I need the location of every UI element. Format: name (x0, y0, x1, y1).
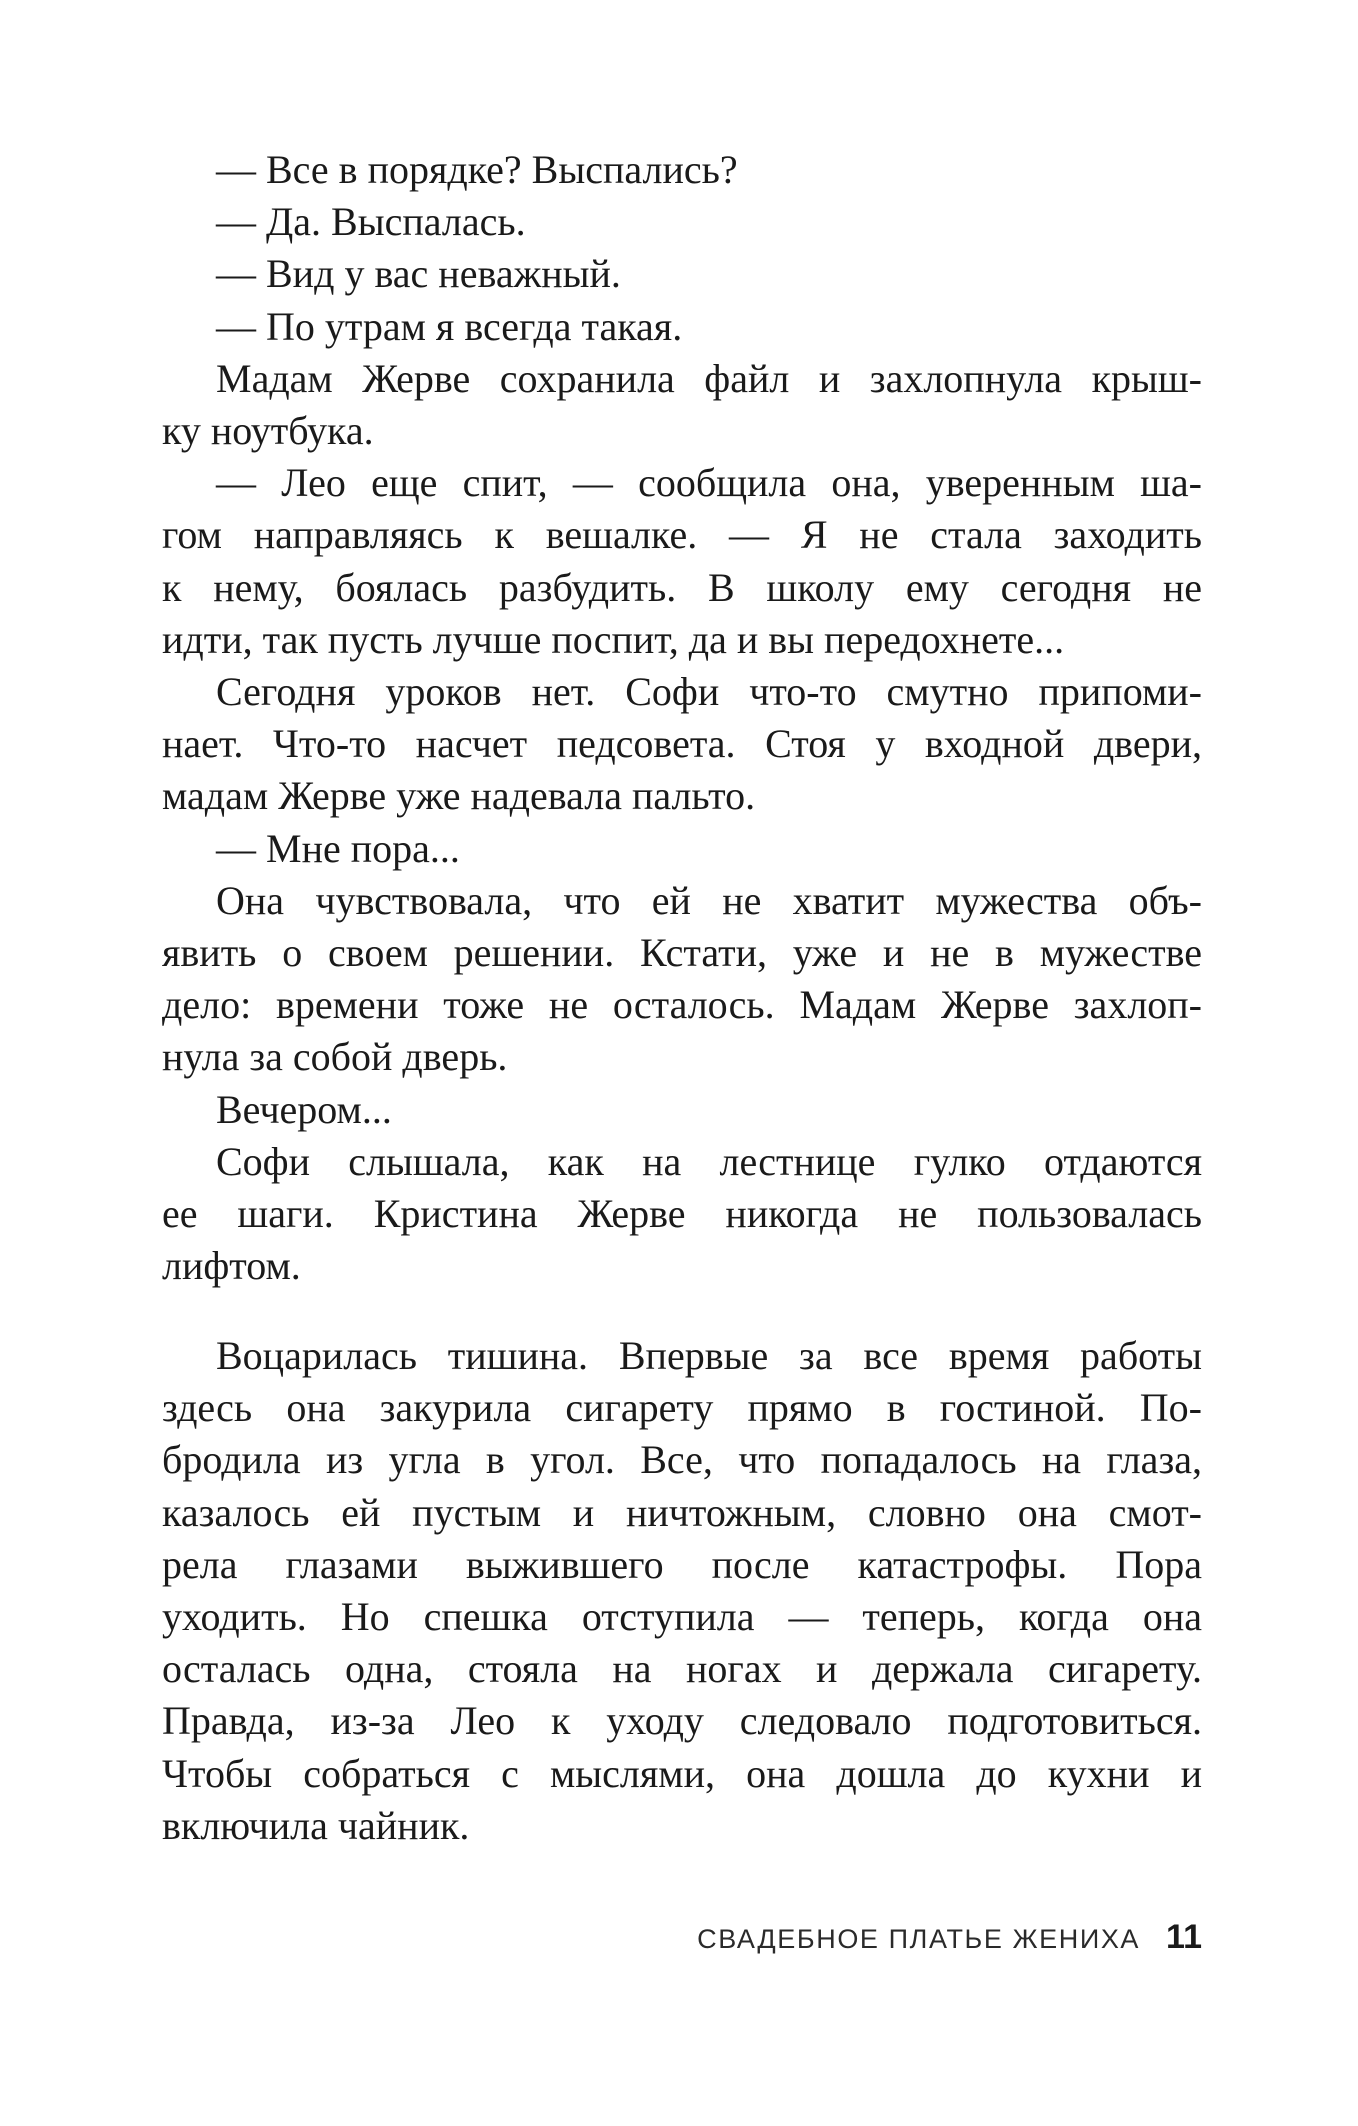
text-line: здесь она закурила сигарету прямо в гостиной. По- (162, 1385, 1202, 1431)
page-number: 11 (1166, 1918, 1202, 1956)
text-line: Воцарилась тишина. Впервые за все время работы (216, 1333, 1202, 1378)
text-line: — По утрам я всегда такая. (216, 303, 683, 349)
text-line: мадам Жерве уже надевала пальто. (162, 773, 756, 819)
text-line: Правда, из-за Лео к уходу следовало подготовиться. (162, 1698, 1202, 1744)
text-line: осталась одна, стояла на ногах и держала сигарету. (162, 1646, 1202, 1692)
text-line: рела глазами выжившего после катастрофы. Пора (162, 1541, 1202, 1587)
text-line: идти, так пусть лучше поспит, да и вы передохнете... (162, 616, 1065, 662)
text-line: лифтом. (162, 1243, 301, 1289)
text-line: нает. Что-то насчет педсовета. Стоя у входной двери, (162, 721, 1202, 767)
text-line: — Да. Выспалась. (216, 199, 526, 245)
text-line: Сегодня уроков нет. Софи что-то смутно припоми- (216, 669, 1202, 715)
text-section-2 (162, 1330, 1202, 1852)
text-line: Чтобы собраться с мыслями, она дошла до кухни и (162, 1750, 1202, 1796)
text-line: дело: времени тоже не осталось. Мадам Жерве захлоп- (162, 982, 1202, 1028)
text-section-1 (162, 144, 1202, 1292)
text-line: Вечером... (216, 1086, 392, 1132)
text-line: — Лео еще спит, — сообщила она, уверенным ша- (216, 460, 1202, 506)
text-line: явить о своем решении. Кстати, уже и не в мужестве (162, 930, 1202, 976)
text-line: Софи слышала, как на лестнице гулко отдаются (216, 1138, 1202, 1184)
text-line: бродила из угла в угол. Все, что попадалось на глаза, (162, 1437, 1202, 1483)
text-line: казалось ей пустым и ничтожным, словно она смот- (162, 1489, 1202, 1535)
text-line: Она чувствовала, что ей не хватит мужества объ- (216, 877, 1202, 923)
text-line: включила чайник. (162, 1802, 470, 1848)
text-line: — Вид у вас неважный. (216, 251, 621, 297)
text-line: нула за собой дверь. (162, 1034, 508, 1080)
page-footer (570, 1918, 1202, 1958)
text-line: гом направляясь к вешалке. — Я не стала заходить (162, 512, 1202, 558)
text-line: ку ноутбука. (162, 408, 374, 454)
text-line: — Все в порядке? Выспались? (216, 147, 738, 192)
text-line: — Мне пора... (216, 825, 460, 871)
text-line: к нему, боялась разбудить. В школу ему сегодня не (162, 564, 1202, 610)
text-line: уходить. Но спешка отступила — теперь, когда она (162, 1594, 1202, 1640)
text-line: ее шаги. Кристина Жерве никогда не пользовалась (162, 1191, 1202, 1237)
running-head: СВАДЕБНОЕ ПЛАТЬЕ ЖЕНИХА (697, 1924, 1141, 1954)
text-line: Мадам Жерве сохранила файл и захлопнула крыш- (216, 355, 1202, 401)
